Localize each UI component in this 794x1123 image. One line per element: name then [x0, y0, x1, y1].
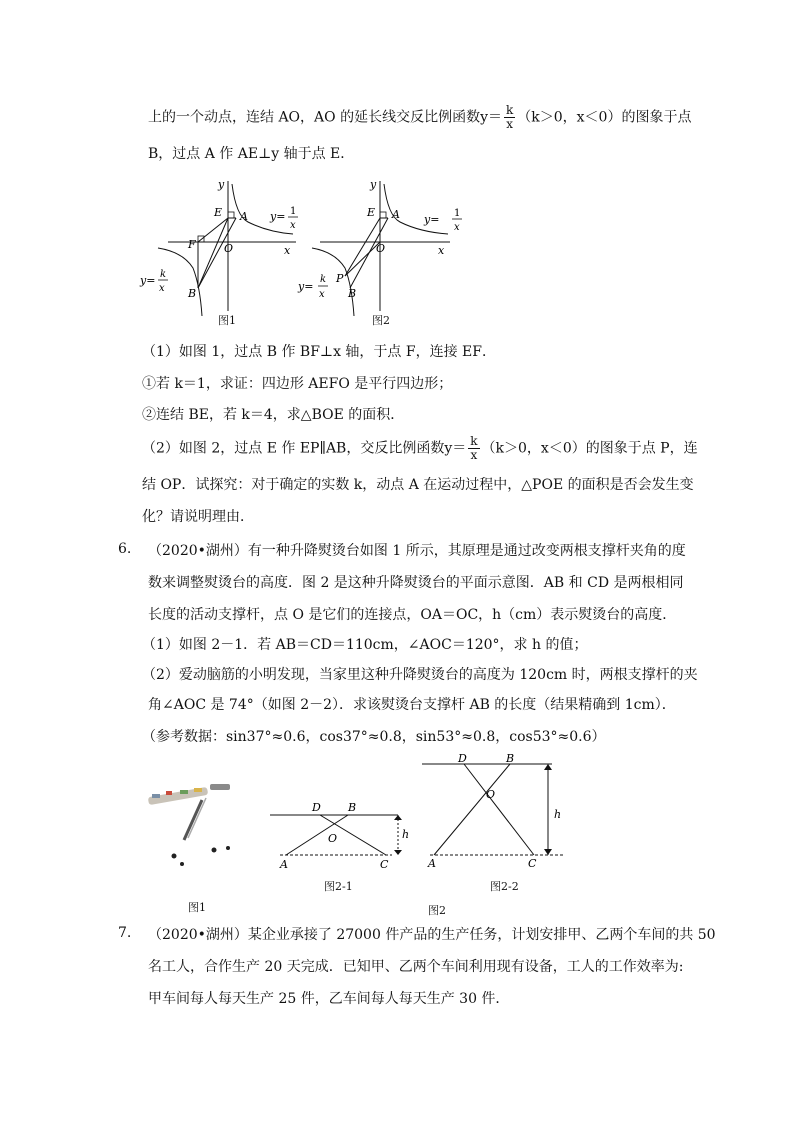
label2-y-eq-1: y=: [424, 213, 440, 226]
segment-EF: [198, 218, 228, 242]
q5-part-1b: ②连结 BE，若 k＝4，求△BOE 的面积．: [142, 407, 405, 423]
label-A: A: [240, 210, 248, 223]
label2-B: B: [348, 287, 357, 300]
rod-AB: [286, 815, 348, 855]
q5-line-1: [148, 104, 691, 131]
label-y-eq-k: y=: [140, 274, 156, 287]
label2-E: E: [367, 206, 376, 219]
q6-fig2-caption: 图2: [428, 904, 446, 917]
q5-part-2-a: （2）如图 2，过点 E 作 EP∥AB，交反比例函数y＝: [142, 440, 467, 457]
label-A: A: [280, 858, 288, 871]
q5-part-2-b: （k＞0，x＜0）的图象于点 P，连: [481, 440, 698, 457]
q5-part-2-line-1: [142, 435, 698, 462]
label-F: F: [188, 238, 196, 251]
label2-denominator-x2: x: [319, 289, 325, 300]
q7-line-2: 名工人，合作生产 20 天完成．已知甲、乙两个车间利用现有设备，工人的工作效率为:: [148, 959, 684, 975]
q5-part-1a: ①若 k＝1，求证：四边形 AEFO 是平行四边形；: [142, 376, 453, 392]
q5-figure-1: [138, 176, 308, 326]
fraction-numerator: k: [505, 103, 514, 117]
q6-fig1-caption: 图1: [188, 901, 206, 914]
q6-line-2: 数来调整熨烫台的高度．图 2 是这种升降熨烫台的平面示意图．AB 和 CD 是两根相同: [148, 575, 684, 591]
q5-line-1-part-a: 上的一个动点，连结 AO，AO 的延长线交反比例函数y＝: [148, 109, 502, 126]
figure-2-2: [420, 752, 570, 872]
q5-fig1-caption: 图1: [218, 314, 236, 327]
q6-reference: （参考数据：sin37°≈0.6，cos37°≈0.8，sin53°≈0.8，cos53°≈0.6）: [142, 729, 606, 745]
label-C: C: [380, 858, 389, 871]
q6-number: 6.: [118, 541, 132, 557]
label-denominator-x2: x: [159, 283, 165, 294]
q5-line-2: B，过点 A 作 AE⊥y 轴于点 E．: [148, 146, 355, 162]
label-B: B: [348, 801, 357, 814]
label-y-eq-1: y=: [270, 210, 286, 223]
label-y: y: [218, 178, 225, 191]
fraction-denominator-2: x: [470, 448, 478, 462]
label2-P: P: [336, 272, 344, 285]
q5-part-2-line-2: 结 OP．试探究：对于确定的实数 k，动点 A 在运动过程中，△POE 的面积是否会发生变: [142, 477, 694, 493]
q5-part-2-line-3: 化？请说明理由．: [142, 509, 254, 525]
q6-line-1: （2020•湖州）有一种升降熨烫台如图 1 所示，其原理是通过改变两根支撑杆夹角的度: [148, 543, 686, 559]
label2-O: O: [376, 242, 386, 255]
label2-B: B: [506, 752, 515, 765]
fraction-k-over-x: [504, 104, 515, 131]
q5-line-1-part-b: （k＞0，x＜0）的图象于点: [517, 109, 692, 126]
label-k: k: [160, 269, 167, 280]
q5-part-1: （1）如图 1，过点 B 作 BF⊥x 轴，于点 F，连接 EF．: [142, 344, 496, 360]
label2-one: 1: [454, 208, 461, 219]
fraction-k-over-x-2: [468, 435, 479, 462]
curve-y-k-over-x: [158, 248, 202, 316]
label-h: h: [402, 828, 410, 841]
label2-y-eq-k: y=: [298, 280, 314, 293]
label-x-2: x: [438, 244, 445, 257]
label2-C: C: [528, 857, 537, 870]
label-O: O: [328, 832, 338, 845]
label-y-2: y: [370, 178, 377, 191]
label-O: O: [224, 242, 234, 255]
q6-part-2-line-2: 角∠AOC 是 74°（如图 2－2）．求该熨烫台支撑杆 AB 的长度（结果精确到 1cm）．: [148, 697, 676, 713]
q6-part-1: （1）如图 2－1．若 AB＝CD＝110cm，∠AOC＝120°，求 h 的值；: [142, 637, 588, 653]
ironing-board-photo: [144, 778, 254, 878]
label2-D: D: [458, 752, 467, 765]
curve-y-1-over-x: [232, 184, 293, 234]
q5-fig2-caption: 图2: [372, 314, 390, 327]
label2-A: A: [428, 857, 436, 870]
fraction-denominator: x: [506, 117, 514, 131]
q5-figure-2: [290, 176, 470, 326]
q6-fig22-caption: 图2-2: [490, 880, 519, 893]
label2-A: A: [392, 208, 400, 221]
q6-line-3: 长度的活动支撑杆，点 O 是它们的连接点，OA＝OC，h（cm）表示熨烫台的高度．: [148, 607, 677, 623]
label-E: E: [214, 206, 223, 219]
q6-fig21-caption: 图2-1: [324, 880, 353, 893]
fraction-numerator-2: k: [470, 434, 478, 448]
label-x: x: [284, 244, 291, 257]
q7-line-3: 甲车间每人每天生产 25 件，乙车间每人每天生产 30 件．: [148, 991, 510, 1007]
q7-line-1: （2020•湖州）某企业承接了 27000 件产品的生产任务，计划安排甲、乙两个车间的共 50: [148, 927, 716, 943]
label-one: 1: [290, 206, 297, 217]
q6-part-2-line-1: （2）爱动脑筋的小明发现，当家里这种升降熨烫台的高度为 120cm 时，两根支撑杆的夹: [142, 667, 698, 683]
label2-O: O: [486, 788, 496, 801]
curve2-y-k-over-x: [312, 248, 357, 316]
label-D: D: [312, 801, 321, 814]
label-B: B: [188, 287, 197, 300]
label2-denominator-x: x: [454, 222, 460, 233]
q7-number: 7.: [118, 925, 132, 941]
figure-2-1: [268, 800, 418, 875]
label2-h: h: [554, 808, 562, 821]
label2-k: k: [320, 274, 327, 285]
label-denominator-x: x: [290, 220, 296, 231]
